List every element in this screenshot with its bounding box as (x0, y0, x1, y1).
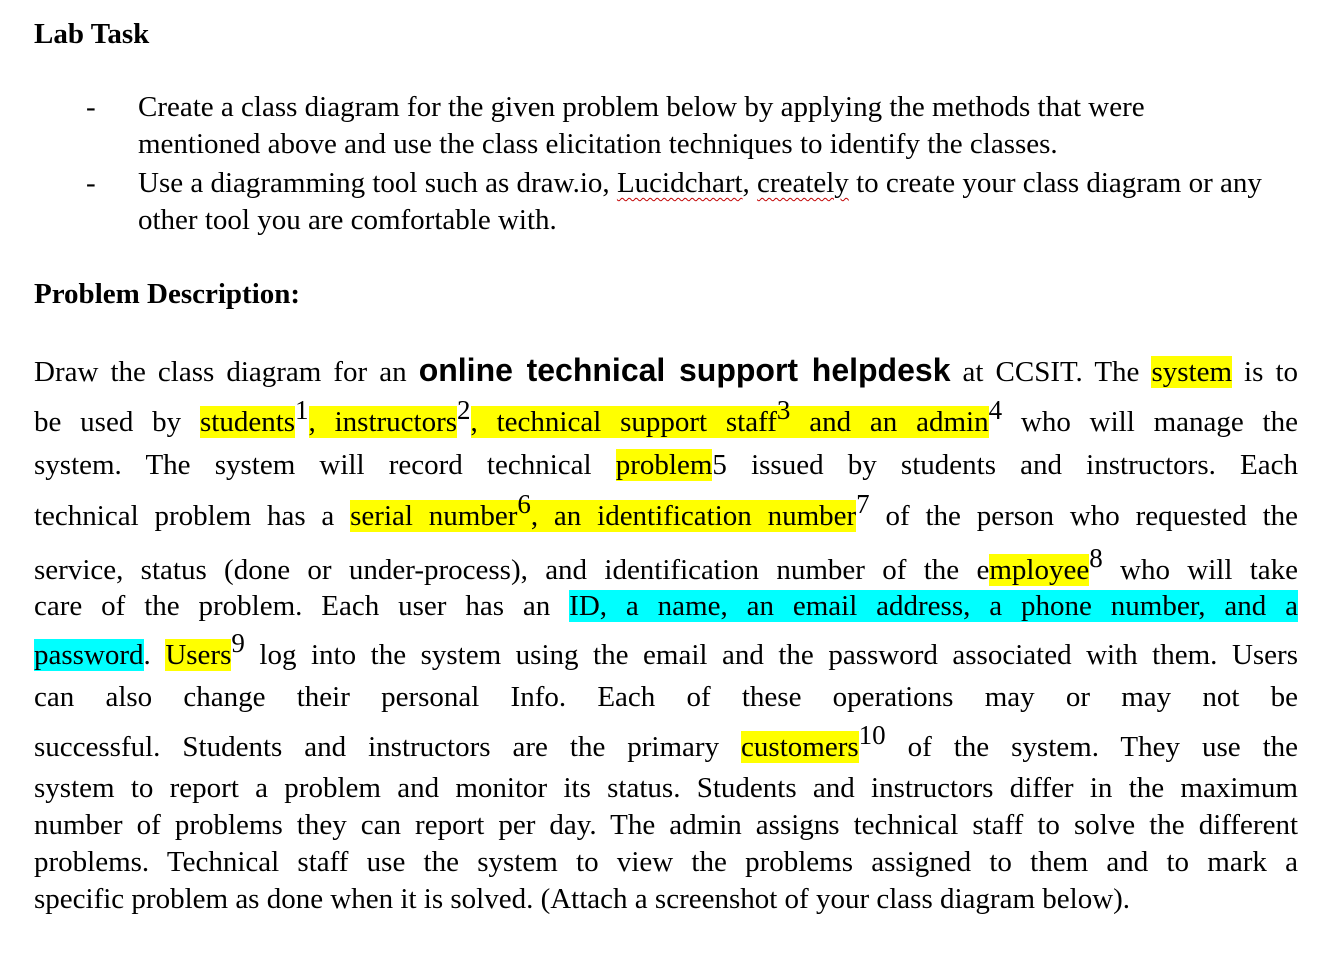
problem-description-body (34, 344, 1298, 918)
footnote-ref: 8 (1089, 543, 1103, 573)
highlight-system: system (1151, 356, 1233, 388)
desc-line: can also change their personal Info. Each of these operations may or may not be (34, 681, 1298, 713)
task-item-diagram-tool (0, 165, 1340, 239)
desc-line: password. Users$^9$ log into the system using the email and the password associated with them. Users (34, 628, 1298, 671)
task-item-class-diagram (0, 89, 1340, 163)
spellcheck-word-creately: creately (757, 167, 849, 199)
highlight-problem: problem (615, 449, 713, 481)
bullet-dash: - (86, 91, 96, 123)
highlight-password: password (34, 639, 144, 671)
highlight-candidate-classes: students$^1$, instructors$^2$, technical support staff$^3$ and an admin (199, 395, 989, 438)
lab-task-heading: Lab Task (34, 18, 150, 50)
footnote-ref: 1 (295, 395, 309, 425)
emphasized-phrase: online technical support helpdesk (418, 352, 951, 388)
desc-line: problems. Technical staff use the system to view the problems assigned to them and to mark a (34, 846, 1298, 878)
footnote-ref: 2 (457, 395, 471, 425)
highlight-users: Users (165, 639, 232, 671)
footnote-ref: 6 (517, 489, 531, 519)
highlight-user-attributes: ID, a name, an email address, a phone number, and a (569, 590, 1298, 622)
bullet-dash: - (86, 167, 96, 199)
desc-line: be used by students$^1$, instructors$^2$, technical support staff$^3$ and an admin$^4$ who will manage the (34, 395, 1298, 438)
desc-line: care of the problem. Each user has an ID, a name, an email address, a phone number, and a (34, 590, 1298, 622)
footnote-ref: 3 (776, 395, 791, 425)
desc-line: system to report a problem and monitor its status. Students and instructors differ in the maximum (34, 772, 1298, 804)
footnote-ref: 4 (988, 395, 1003, 425)
desc-line: service, status (done or under-process), and identification number of the employee$^8$ who will take (34, 543, 1299, 586)
desc-line: successful. Students and instructors are the primary customers$^{10}$ of the system. They use the (34, 720, 1298, 763)
desc-line: number of problems they can report per day. The admin assigns technical staff to solve the different (34, 809, 1298, 841)
problem-description-heading: Problem Description: (34, 278, 301, 310)
spellcheck-word-lucidchart: Lucidchart (616, 167, 743, 199)
task-text: Use a diagramming tool such as draw.io, Lucidchart, creately to create your class diagram or any other tool you are comfortable with. (138, 167, 1262, 236)
footnote-ref: 7 (856, 489, 870, 519)
task-list (0, 89, 1340, 241)
footnote-ref: 10 (858, 720, 886, 750)
desc-line: Draw the class diagram for an online technical support helpdesk at CCSIT. The system is to (34, 352, 1299, 388)
desc-line: technical problem has a serial number$^6$, an identification number$^7$ of the person who requested the (34, 489, 1298, 532)
highlight-employee: mployee (989, 554, 1090, 586)
footnote-ref: 9 (231, 628, 245, 658)
highlight-problem-attributes: serial number$^6$, an identification number (350, 489, 857, 532)
desc-line: specific problem as done when it is solved. (Attach a screenshot of your class diagram below). (34, 883, 1131, 915)
desc-line: system. The system will record technical problem5 issued by students and instructors. Each (34, 449, 1298, 481)
highlight-customers: customers (741, 731, 859, 763)
task-text: Create a class diagram for the given problem below by applying the methods that were mentioned above and use the class elicitation techniques to identify the classes. (138, 91, 1145, 160)
